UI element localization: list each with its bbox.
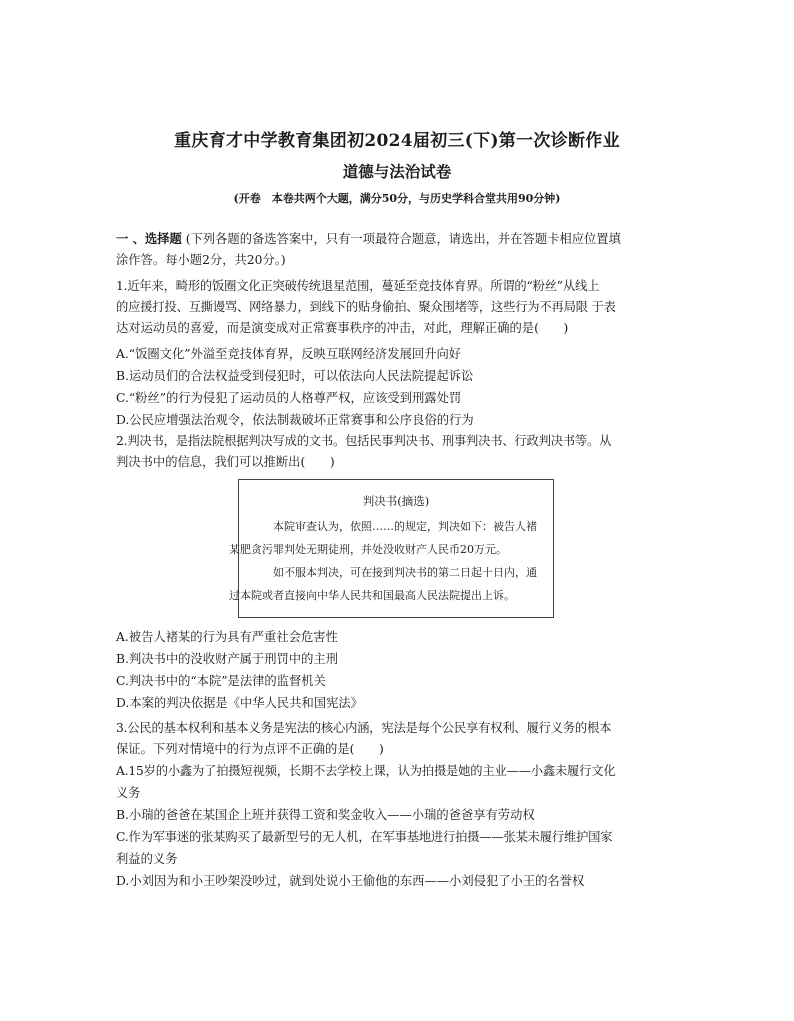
q3-stem-line: 3.公民的基本权利和基本义务是宪法的核心内涵，宪法是每个公民享有权利、履行义务的根本: [116, 721, 612, 735]
q3-option-d: D.小刘因为和小王吵架没吵过，就到处说小王偷他的东西——小刘侵犯了小王的名誉权: [116, 874, 585, 888]
section-intro: [116, 229, 676, 250]
q2-option-a: A.被告人褚某的行为具有严重社会危害性: [116, 630, 338, 644]
q1-stem-line: 1.近年来，畸形的饭圈文化正突破传统退星范围，蔓延至竞技体育界。所谓的“粉丝”从线上: [116, 279, 600, 293]
exam-content: [116, 229, 676, 892]
judgment-line: 过本院或者直接向中华人民共和国最高人民法院提出上诉。: [229, 589, 515, 602]
q3-option-c-cont: 利益的义务: [116, 852, 178, 866]
q2-stem-line: 2.判决书，是指法院根据判决写成的文书。包括民事判决书、刑事判决书、行政判决书等。从: [116, 434, 612, 448]
q3-option-a-cont: 义务: [116, 786, 141, 800]
judgment-line: 某肥贪污罪判处无期徒刑，并处没收财产人民币20万元。: [229, 543, 507, 556]
q3-option-c: C.作为军事迷的张某购买了最新型号的无人机，在军事基地进行拍摄——张某未履行维护国家: [116, 830, 613, 844]
q2-option-c: C.判决书中的“本院”是法律的监督机关: [116, 674, 326, 688]
q2-stem-line: 判决书中的信息，我们可以推断出( ): [116, 455, 335, 469]
exam-subtitle: 道德与法治试卷: [342, 162, 452, 181]
exam-note: (开卷 本卷共两个大题，满分50分，与历史学科合堂共用90分钟): [233, 192, 561, 205]
q1-option-b: B.运动员们的合法权益受到侵犯时，可以依法向人民法院提起诉讼: [116, 369, 474, 383]
judgment-para-1: [229, 515, 541, 561]
judgment-title: 判决书(摘选): [362, 494, 430, 508]
q3-stem-line: 保证。下列对情境中的行为点评不正确的是( ): [116, 742, 384, 756]
exam-title: 重庆育才中学教育集团初2024届初三(下)第一次诊断作业: [174, 131, 620, 151]
judgment-para-2: [229, 561, 541, 607]
section-heading: 一 、选择题: [116, 231, 182, 246]
judgment-line: 如不服本判决，可在接到判决书的第二日起十日内，通: [273, 566, 537, 579]
q3-option-b: B.小瑞的爸爸在某国企上班并获得工资和奖金收入——小瑞的爸爸享有劳动权: [116, 808, 535, 822]
q2-option-d: D.本案的判决依据是《中华人民共和国宪法》: [116, 696, 363, 710]
q1-option-d: D.公民应增强法治观令，依法制裁破坏正常赛事和公序良俗的行为: [116, 413, 474, 427]
q3-option-a: A.15岁的小鑫为了拍摄短视频，长期不去学校上课，认为拍摄是她的主业——小鑫未履行文化: [116, 764, 616, 778]
section-instructions-1: (下列各题的备选答案中，只有一项最符合题意，请选出，并在答题卡相应位置填: [185, 232, 621, 246]
section-instructions-2: 涂作答。每小题2分，共20分。): [116, 252, 286, 267]
q2-option-b: B.判决书中的没收财产属于刑罚中的主刑: [116, 652, 338, 666]
judgment-excerpt-box: [229, 479, 554, 618]
q1-option-c: C.“粉丝”的行为侵犯了运动员的人格尊严权，应该受到刑露处罚: [116, 391, 462, 405]
judgment-line: 本院审查认为，依照……的规定，判决如下：被告人褚: [273, 520, 537, 533]
q1-stem-line: 的应援打投、互撕谩骂、网络暴力，到线下的贴身偷拍、聚众围堵等，这些行为不再局限 于表: [116, 300, 616, 314]
q1-option-a: A.“饭圈文化”外溢至竞技体育界，反映互联网经济发展回升向好: [116, 347, 462, 361]
q1-stem-line: 达对运动员的喜爱，而是演变成对正常赛事秩序的冲击，对此，理解正确的是( ): [116, 321, 569, 335]
